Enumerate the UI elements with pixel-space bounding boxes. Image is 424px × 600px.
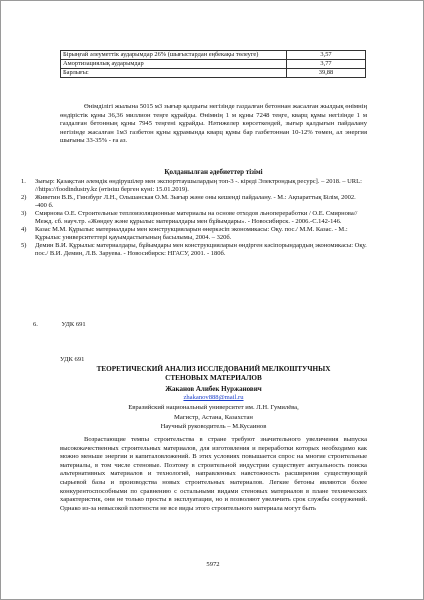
list-item: 3) Смирнова О.Е. Строительные теплоизоляционные материалы на основе отходов льнопереработки / О.Е. Смирнова// Межд. сб. науч.тр. «Жөндеу және құрылыс материалдары мен бұйымдары». - Новосибирск. - 2006.-С.142-146.	[21, 210, 358, 225]
author-affiliation: Евразийский национальный университет им. Л.Н. Гумилёва, Магистр, Астана, Казахстан Научный руководитель – М.Кусаинов	[128, 404, 299, 430]
intro-paragraph: Өнімділігі жылына 5015 м3 зығыр қалдығы негізінде газдалған бетоннан жасалған жылдық өнімнің өндірістік құны 36,36 миллион теңге құрайды. Өнімнің 1 м құны 7248 теңге, кварц құмы негізінде 1 м газдалған бетонның құны 7945 теңгені құрайды. Нәтижелер көрсеткендей, зығыр қалдығын пайдалану негізінде жасалған 1м3 газбетон құны құрамында кварц құмы бар газбетоннан 10-12% төмен, ал энергия шығыны 33-35% - ға аз.	[60, 103, 367, 145]
article-body: Возрастающие темпы строительства в стране требуют значительного увеличения выпуска высококачественных строительных материалов, для изготовления и переработки которых необходимо как можно меньше энергии и капиталовложений. В этих условиях повышается спрос на многие строительные материалы, в том числе стеновые. Поэтому в строительной индустрии существует актуальность поиска альтернативных материалов и технологий, направленных навстожность расширения существующей сырьевой базы и производства новых строительных материалов. Легкие бетоны являются более конкурентоспособными по сравнению с остальными видами стеновых материалов в плане технических характеристик, они не только просты в эксплуатации, но и позволяют увеличить срок службы сооружений. Однако из-за невысокой плотности не все виды этого строительного материала могут быть	[60, 436, 367, 512]
table-cell-value: 3,77	[287, 60, 366, 69]
list-item: 4) Казас М.М. Құрылыс материалдары мен конструкцияларын өнеркәсіп экономикасы: Оқу. пос./ М.М. Казас. - М.: Құрылыс университеттері қауымдастығының басылымы, 2004. – 320б.	[21, 226, 348, 241]
references-list	[21, 178, 367, 258]
udk-top: 6. УДК 691	[33, 321, 86, 328]
table-cell-label: Бірыңғай әлеуметтік аударымдар 26% (шығыстардан еңбекақы төлеуге)	[61, 51, 287, 60]
table-row	[61, 51, 366, 60]
table-cell-value: 39,88	[287, 69, 366, 78]
list-item: 5) Демин В.И. Құрылыс материалдары, бұйымдары мен конструкцияларын өндірген кәсіпорындардың экономикасы: Оқу. пос./ В.И. Демин, Л.В. Заруева. - Новосибирск: НГАСУ, 2001. - 180б.	[21, 242, 367, 257]
article-author: Жаканов Алибек Нуржанович	[165, 385, 262, 393]
author-email[interactable]: zhakanov888@mail.ru	[183, 394, 244, 401]
table-row	[61, 69, 366, 78]
cost-table	[60, 50, 366, 78]
list-item: 2) Живетин В.В., Гинзбург Л.Н., Ольшанская О.М. Зығыр және оны кешенді пайдалану. - М.: Ақпараттық Білім, 2002. -400 б.	[21, 194, 356, 209]
table-cell-label: Амортизациялық аударымдар	[61, 60, 287, 69]
table-cell-label: Барлығы:	[61, 69, 287, 78]
article-title: ТЕОРЕТИЧЕСКИЙ АНАЛИЗ ИССЛЕДОВАНИЙ МЕЛКОШТУЧНЫХ СТЕНОВЫХ МАТЕРИАЛОВ	[96, 365, 331, 382]
table-cell-value: 3,57	[287, 51, 366, 60]
table-row	[61, 60, 366, 69]
references-title: Қолданылған әдебиеттер тізімі	[164, 168, 263, 176]
list-item: 1. Зығыр: Қазақстан әлемдік өндірушілер мен экспорттаушылардың топ-3 -. кіреді Электрондық ресурс]. – 2018. – URL: //https://foodindustry.kz (өтініш берген күні: 15.01.2019).	[21, 178, 362, 193]
article-udk: УДК 691	[60, 356, 85, 363]
page-number: 5972	[206, 561, 220, 568]
